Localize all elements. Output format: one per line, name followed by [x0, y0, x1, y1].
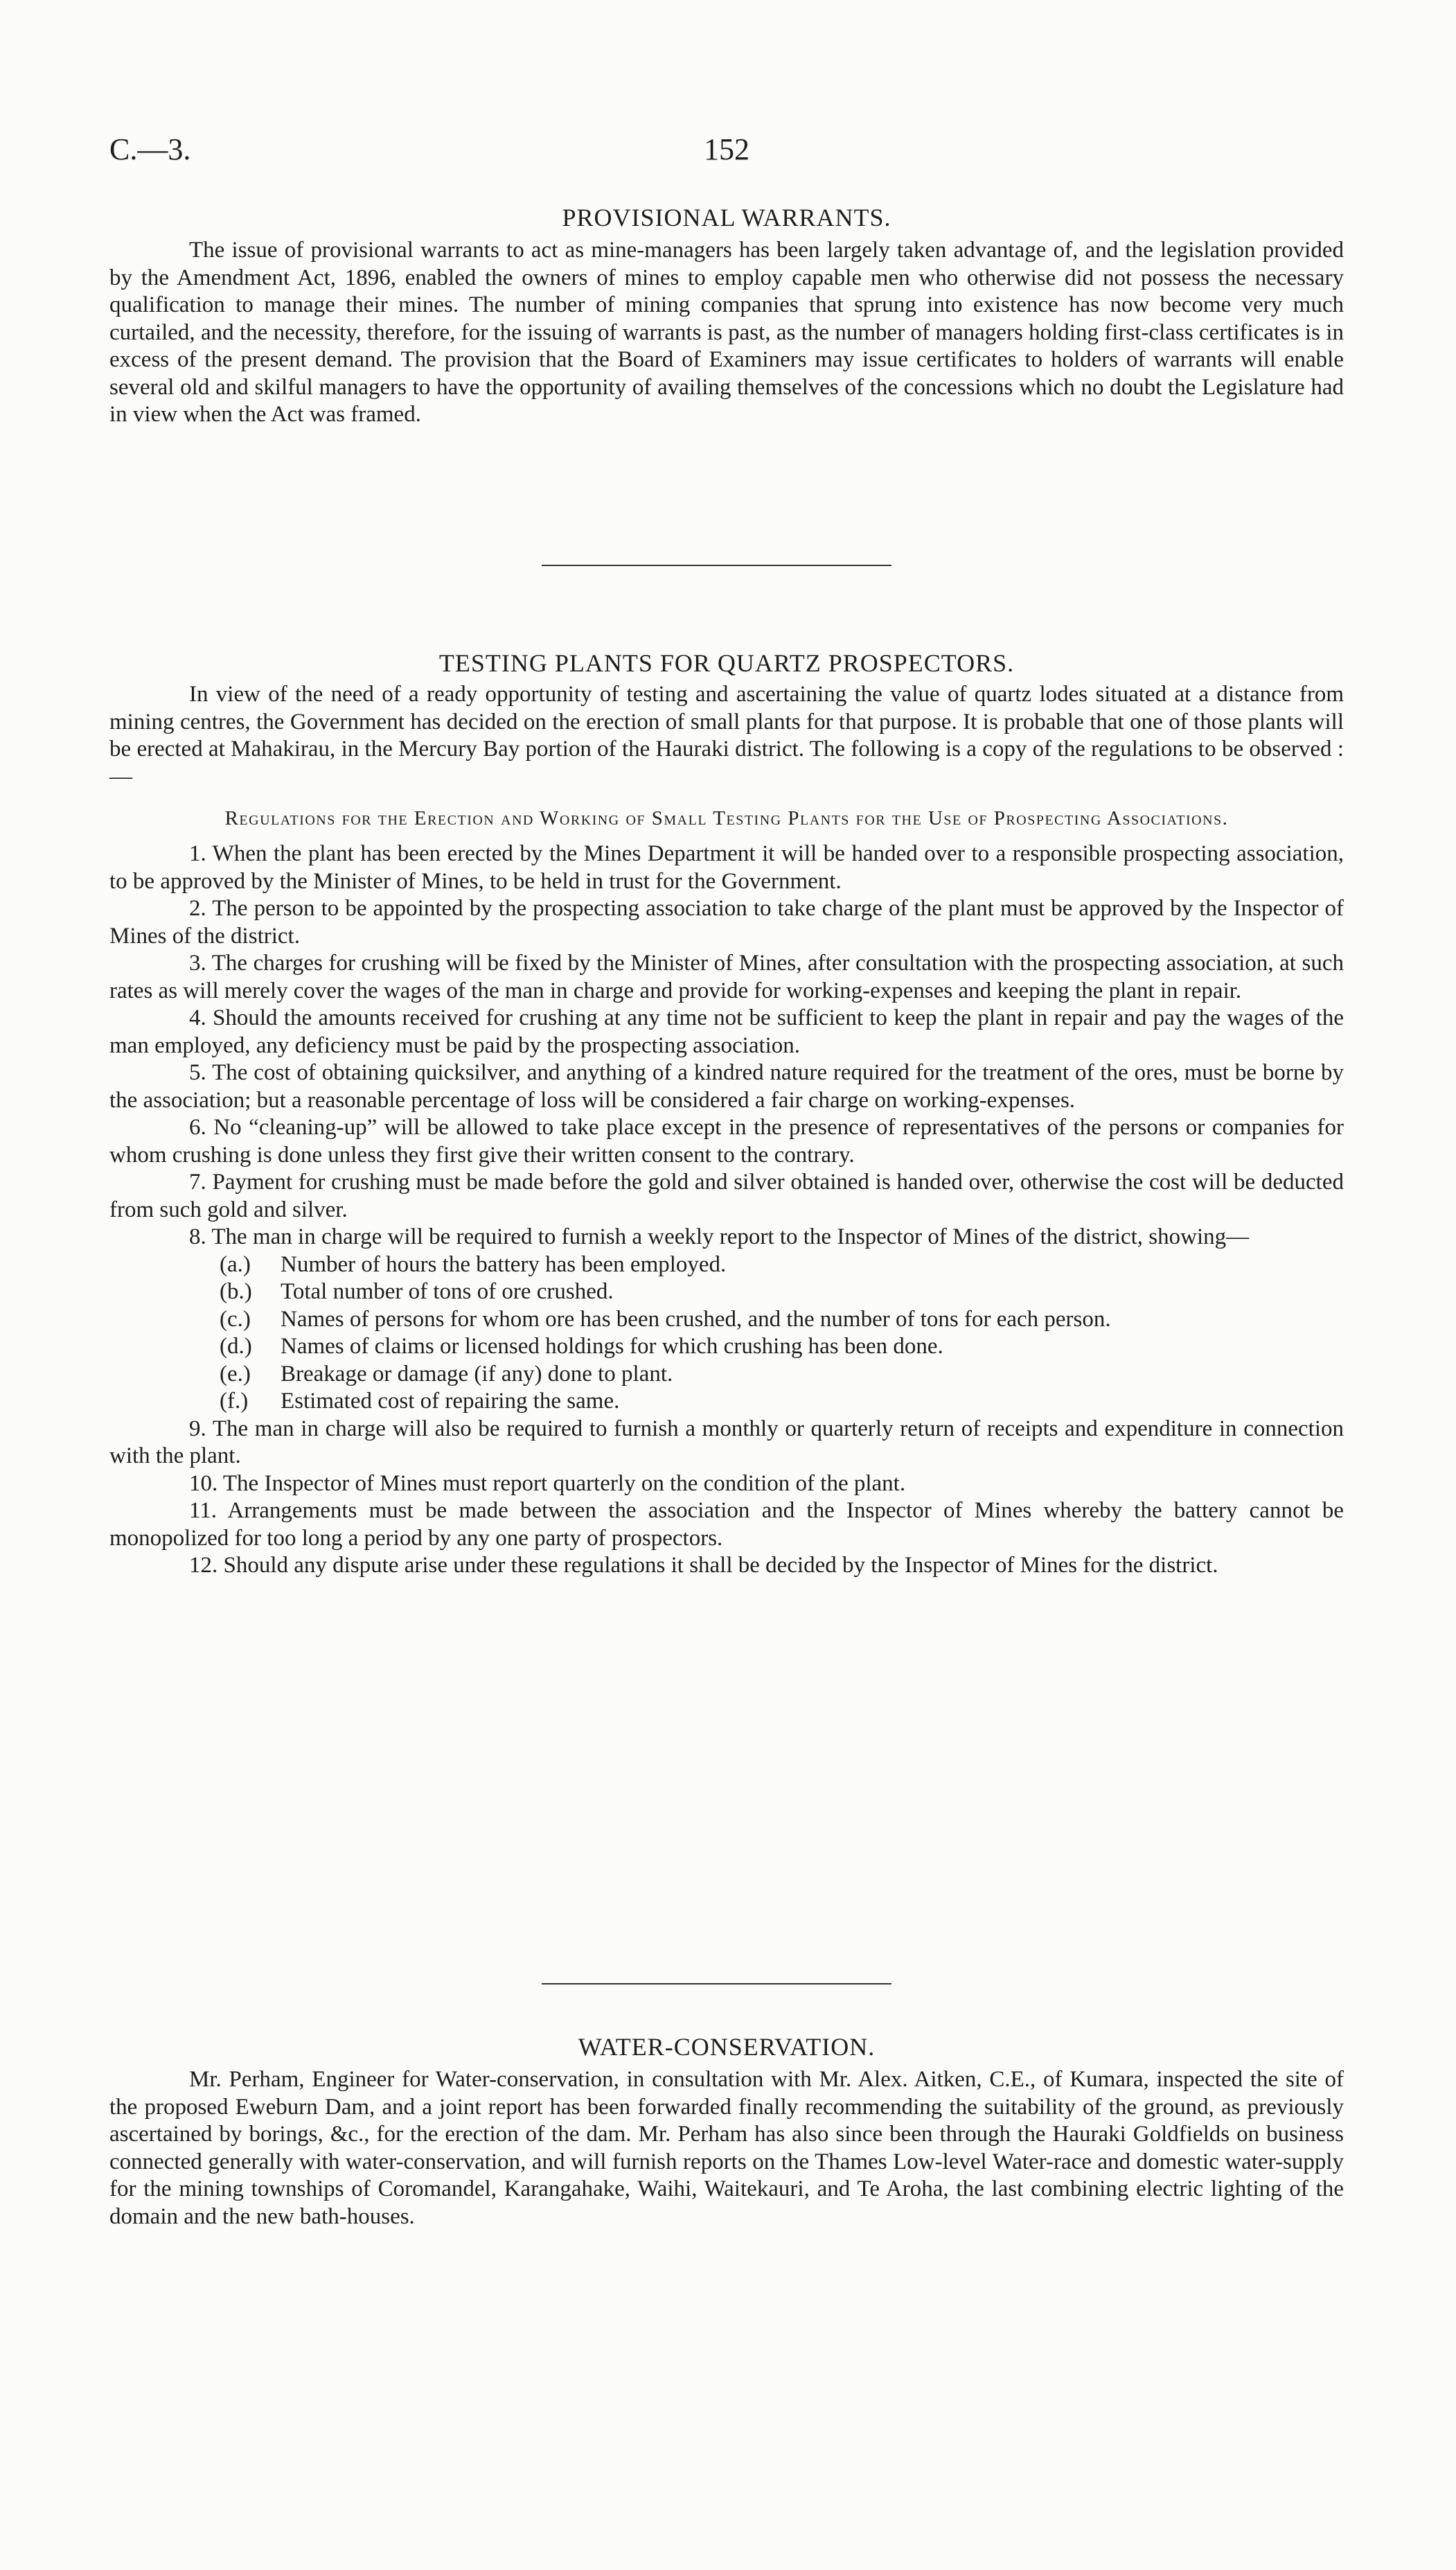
- testing-plants-intro: In view of the need of a ready opportunity of testing and ascertaining the value of quartz lodes situated at a distance from mining centres, the Government has decided on the erection of small plants for that purpose. It is probable that one of those plants will be erected at Mahakirau, in the Mercury Bay portion of the Hauraki district. The following is a copy of the regulations to be observed :—: [109, 682, 1344, 789]
- subitem-text: Estimated cost of repairing the same.: [281, 1389, 620, 1414]
- subitem-text: Names of persons for whom ore has been crushed, and the number of tons for each person.: [281, 1306, 1111, 1332]
- section-testing-plants: [109, 648, 1344, 1580]
- subitem-text: Names of claims or licensed holdings for which crushing has been done.: [281, 1334, 943, 1359]
- report-contents-list: [109, 1251, 1344, 1416]
- section-water-conservation: [109, 2032, 1344, 2230]
- subitem-label: (f.): [220, 1389, 249, 1414]
- report-subitem: [109, 1251, 1344, 1279]
- report-subitem: [109, 1361, 1344, 1389]
- provisional-warrants-paragraph: The issue of provisional warrants to act as mine-managers has been largely taken advantage of, and the legislation provided by the Amendment Act, 1896, enabled the owners of mines to employ capable men who otherwise did not possess the necessary qualification to manage their mines. The number of mining companies that sprung into existence has now become very much curtailed, and the necessity, therefore, for the issuing of warrants is past, as the number of managers holding first-class certificates is in excess of the present demand. The provision that the Board of Examiners may issue certificates to holders of warrants will enable several old and skilful managers to have the opportunity of availing themselves of the concessions which no doubt the Legislature had in view when the Act was framed.: [109, 238, 1344, 427]
- subitem-text: Total number of tons of ore crushed.: [281, 1279, 614, 1304]
- regulation-item: 6. No “cleaning-up” will be allowed to take place except in the presence of representatives of the persons or companies for whom crushing is done unless they first give their written consent to the contrary.: [109, 1115, 1344, 1168]
- subitem-text: Breakage or damage (if any) done to plant.: [281, 1361, 673, 1387]
- report-subitem: [109, 1333, 1344, 1361]
- regulations-heading: Regulations for the Erection and Working of Small Testing Plants for the Use of Prospecting Associations.: [224, 807, 1229, 829]
- regulation-item: 7. Payment for crushing must be made before the gold and silver obtained is handed over, otherwise the cost will be deducted from such gold and silver.: [109, 1170, 1344, 1222]
- section-divider: [542, 1983, 891, 1984]
- subitem-label: (d.): [220, 1334, 252, 1359]
- regulation-item: 2. The person to be appointed by the prospecting association to take charge of the plant must be approved by the Inspector of Mines of the district.: [109, 896, 1344, 949]
- section-title-testing-plants: TESTING PLANTS FOR QUARTZ PROSPECTORS.: [438, 649, 1015, 677]
- subitem-label: (b.): [220, 1279, 252, 1304]
- report-subitem: [109, 1388, 1344, 1416]
- page-number: 152: [704, 132, 749, 166]
- report-subitem: [109, 1306, 1344, 1334]
- regulation-item: 12. Should any dispute arise under these regulations it shall be decided by the Inspector of Mines for the district.: [189, 1553, 1218, 1578]
- section-provisional-warrants: [109, 202, 1344, 429]
- subitem-label: (a.): [220, 1251, 251, 1277]
- regulation-item: 9. The man in charge will also be required to furnish a monthly or quarterly return of receipts and expenditure in connection with the plant.: [109, 1416, 1344, 1468]
- page-header: [109, 132, 1344, 173]
- section-title-water-conservation: WATER-CONSERVATION.: [578, 2033, 876, 2061]
- report-subitem: [109, 1278, 1344, 1306]
- regulations-list: [109, 840, 1344, 1580]
- regulation-item: 8. The man in charge will be required to furnish a weekly report to the Inspector of Mines of the district, showing—: [189, 1224, 1250, 1249]
- subitem-label: (c.): [220, 1306, 251, 1332]
- regulation-item: 4. Should the amounts received for crushing at any time not be sufficient to keep the plant in repair and pay the wages of the man employed, any deficiency must be paid by the prospecting association.: [109, 1005, 1344, 1058]
- section-title-provisional-warrants: PROVISIONAL WARRANTS.: [562, 204, 891, 231]
- water-conservation-paragraph: Mr. Perham, Engineer for Water-conservation, in consultation with Mr. Alex. Aitken, C.E., of Kumara, inspected the site of the proposed Eweburn Dam, and a joint report has been forwarded finally recommending the suitability of the ground, as previously ascertained by borings, &c., for the erection of the dam. Mr. Perham has also since been through the Hauraki Goldfields on business connected generally with water-conservation, and will furnish reports on the Thames Low-level Water-race and domestic water-supply for the mining townships of Coromandel, Karangahake, Waihi, Waitekauri, and Te Aroha, the last combining electric lighting of the domain and the new bath-houses.: [109, 2067, 1344, 2229]
- regulation-item: 5. The cost of obtaining quicksilver, and anything of a kindred nature required for the treatment of the ores, must be borne by the association; but a reasonable percentage of loss will be considered a fair charge on working-expenses.: [109, 1060, 1344, 1113]
- section-divider: [542, 565, 891, 566]
- regulation-item: 1. When the plant has been erected by the Mines Department it will be handed over to a responsible prospecting association, to be approved by the Minister of Mines, to be held in trust for the Government.: [109, 841, 1344, 894]
- document-reference: C.—3.: [109, 132, 191, 166]
- regulation-item: 3. The charges for crushing will be fixed by the Minister of Mines, after consultation with the prospecting association, at such rates as will merely cover the wages of the man in charge and provide for working-expenses and keeping the plant in repair.: [109, 951, 1344, 1003]
- subitem-label: (e.): [220, 1361, 251, 1387]
- subitem-text: Number of hours the battery has been employed.: [281, 1251, 727, 1277]
- regulation-item: 11. Arrangements must be made between the association and the Inspector of Mines whereby the battery cannot be monopolized for too long a period by any one party of prospectors.: [109, 1498, 1344, 1551]
- regulation-item: 10. The Inspector of Mines must report quarterly on the condition of the plant.: [189, 1470, 906, 1496]
